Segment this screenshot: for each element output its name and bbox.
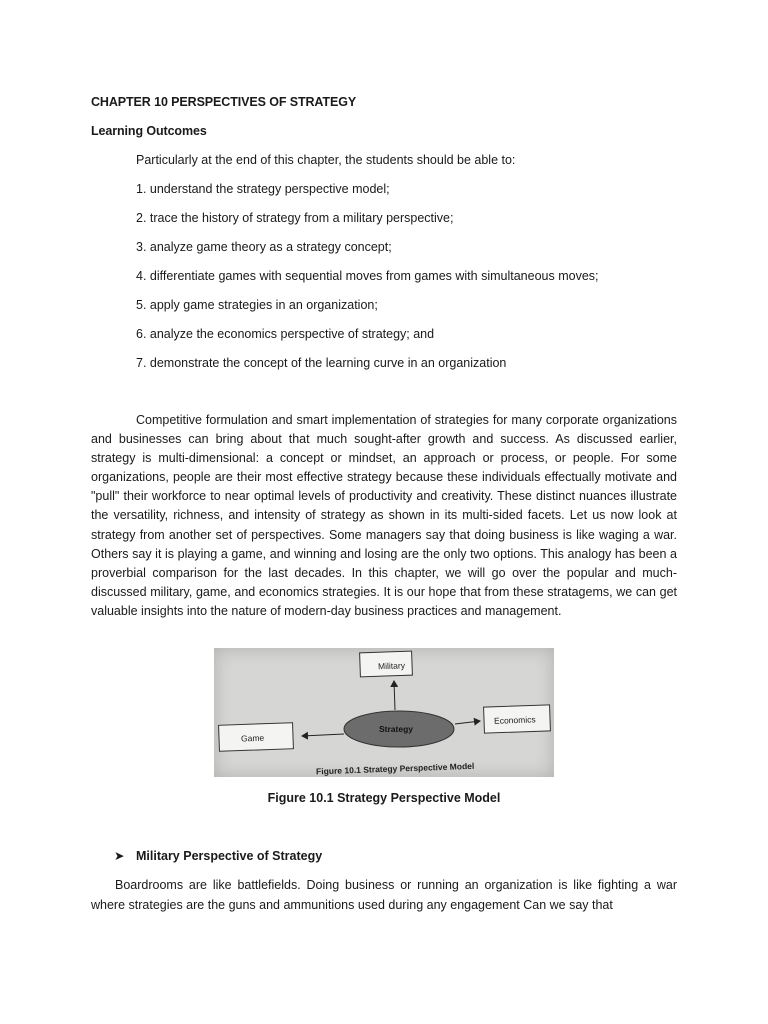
arrow-to-game	[302, 734, 344, 736]
figure-inner-caption: Figure 10.1 Strategy Perspective Model	[315, 760, 475, 777]
outcome-item: 2. trace the history of strategy from a military perspective;	[136, 211, 454, 225]
outcome-item: 1. understand the strategy perspective model;	[136, 182, 390, 196]
strategy-diagram	[214, 648, 554, 777]
outcome-item: 3. analyze game theory as a strategy concept;	[136, 240, 392, 254]
outcome-item: 7. demonstrate the concept of the learning curve in an organization	[136, 356, 507, 370]
learning-outcomes-heading: Learning Outcomes	[91, 124, 207, 138]
arrow-to-economics	[455, 721, 480, 724]
outcome-item: 5. apply game strategies in an organization;	[136, 298, 378, 312]
arrow-bullet-icon: ➤	[114, 849, 125, 863]
military-heading-text: Military Perspective of Strategy	[136, 849, 323, 863]
outcome-item: 6. analyze the economics perspective of strategy; and	[136, 327, 435, 341]
arrow-to-military	[394, 681, 395, 710]
military-section-heading	[114, 848, 322, 863]
economics-label: Economics	[493, 714, 536, 726]
chapter-title: CHAPTER 10 PERSPECTIVES OF STRATEGY	[91, 95, 357, 109]
outcome-item: 4. differentiate games with sequential moves from games with simultaneous moves;	[136, 269, 599, 283]
strategy-label: Strategy	[379, 724, 414, 734]
military-paragraph: Boardrooms are like battlefields. Doing business or running an organization is like fighting a war where strategies are the guns and ammunitions used during any engagement Can we say that	[91, 878, 677, 912]
game-label: Game	[240, 732, 265, 744]
intro-paragraph: Competitive formulation and smart implementation of strategies for many corporate organizations and businesses can bring about that much sought-after growth and success. As discussed earlier, strategy is multi-dimensional: a concept or mindset, an approach or process, or people. For some organizations, people are their most effective strategy because these individuals effectually motivate and "pull" their workforce to near optimal levels of productivity and creativity. These distinct nuances illustrate the versatility, richness, and intensity of strategy as shown in its multi-sided facets. Let us now look at strategy from another set of perspectives. Some managers say that doing business is like waging a war. Others say it is playing a game, and winning and losing are the only two options. This analogy has been a proverbial comparison for the last decades. In this chapter, we will go over the popular and much-discussed military, game, and economics strategies. It is our hope that from these stratagems, we can get valuable insights into the nature of modern-day business practices and management.	[91, 413, 677, 618]
outcomes-intro: Particularly at the end of this chapter, the students should be able to:	[136, 153, 516, 167]
military-label: Military	[377, 660, 406, 672]
figure-caption: Figure 10.1 Strategy Perspective Model	[267, 791, 501, 805]
strategy-perspective-figure	[214, 648, 554, 777]
